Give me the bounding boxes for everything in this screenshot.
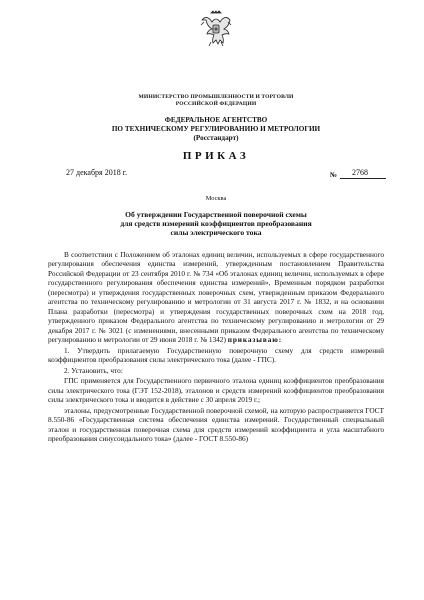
document-type: ПРИКАЗ xyxy=(182,149,250,162)
paragraph-item-1: 1. Утвердить прилагаемую Государственную поверочную схему для средств измерений коэффициентов преобразования силы электрического тока (далее - ГПС). xyxy=(48,345,384,365)
number-sign: № xyxy=(330,170,338,179)
agency-name xyxy=(48,116,384,142)
number-underline xyxy=(340,178,386,179)
preamble-text: В соответствии с Положением об эталонах единиц величин, используемых в сфере государственного регулирования обеспечения единства измерений, утвержденным постановлением Правительства Российской Федерации от 23 сентября 2010 г. № 734 «Об эталонах единиц величин, используемых в сфере государственного регулирования обеспечения единства измерений», Временным порядком разработки (пересмотра) и утверждения государственных поверочных схем, утвержденным приказом Федерального агентства по техническому регулированию и метрологии от 31 августа 2017 г. № 1832, и на основании Плана разработки (пересмотра) и утверждения государственных поверочных схем на 2018 год, утвержденного приказом Федерального агентства по техническому регулированию и метрологии от 29 декабря 2017 г. № 3021 (с изменениями, внесенными приказом Федерального агентства по техническому регулированию и метрологии от 29 июня 2018 г. № 1342) xyxy=(48,249,384,345)
paragraph-item-2: 2. Установить, что: xyxy=(64,365,123,375)
order-number: 2768 xyxy=(352,167,368,177)
city: Москва xyxy=(205,194,227,202)
date-number-row xyxy=(48,168,384,182)
coat-of-arms-icon xyxy=(198,10,234,50)
paragraph-item-2-b: эталоны, предусмотренные Государственной поверочной схемой, на которую распространяется ГОСТ 8.550-86 «Государственная система обеспечения единства измерений. Государственный специальный эталон и государственная поверочная схема для средств измерений коэффициента и угла масштабного преобразования синусоидального тока» (далее - ГОСТ 8.550-86) xyxy=(48,405,384,444)
ministry-name xyxy=(48,94,384,107)
order-date: 27 декабря 2018 г. xyxy=(66,167,128,177)
ministry-name-text: МИНИСТЕРСТВО ПРОМЫШЛЕННОСТИ И ТОРГОВЛИ РОССИЙСКОЙ ФЕДЕРАЦИИ xyxy=(138,94,294,107)
paragraph-preamble xyxy=(48,250,384,345)
order-body xyxy=(48,250,384,444)
order-subject: Об утверждении Государственной поверочной схемы для средств измерений коэффициентов преобразования силы электрического тока xyxy=(120,209,312,238)
agency-name-text: ФЕДЕРАЛЬНОЕ АГЕНТСТВО ПО ТЕХНИЧЕСКОМУ РЕГУЛИРОВАНИЮ И МЕТРОЛОГИИ (Росстандарт) xyxy=(111,116,321,142)
order-word: приказываю: xyxy=(227,335,283,345)
paragraph-item-2-a: ГПС применяется для Государственного первичного эталона единиц коэффициентов преобразования силы электрического тока (ГЭТ 152-2018), эталонов и средств измерений коэффициентов преобразования силы электрического тока и вводится в действие с 30 апреля 2019 г.; xyxy=(48,376,384,405)
